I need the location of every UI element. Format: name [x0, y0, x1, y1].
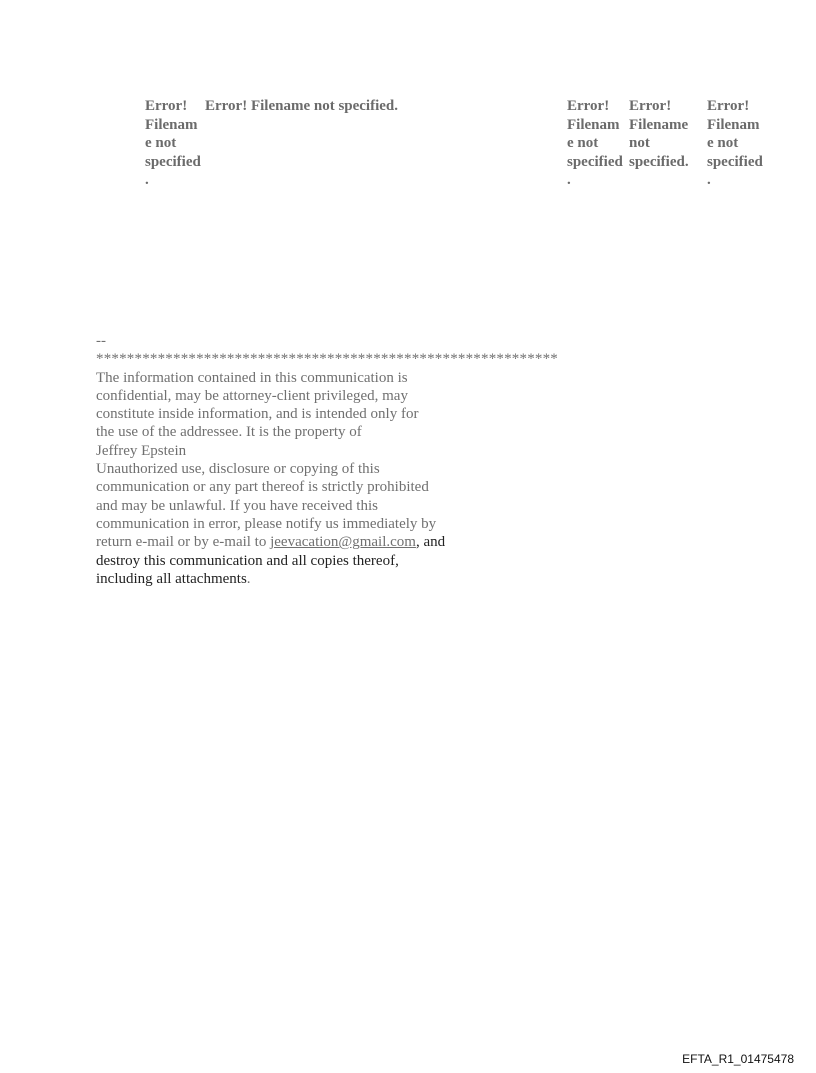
image-error-placeholder — [145, 97, 201, 190]
image-error-placeholder — [629, 97, 689, 171]
final-period: . — [246, 570, 251, 587]
disclaimer-line: communication or any part thereof is strictly prohibited — [96, 479, 429, 496]
error-text-line: Error! — [629, 98, 672, 114]
image-error-placeholder — [707, 97, 763, 190]
error-text-line: not — [629, 135, 650, 151]
disclaimer-line: and may be unlawful. If you have received this — [96, 497, 378, 514]
disclaimer-line-last — [96, 570, 616, 588]
error-text-line: e not — [567, 135, 599, 151]
disclaimer-line: destroy this communication and all copies thereof, — [96, 552, 399, 569]
return-prefix-text: return e-mail or by e-mail to — [96, 534, 271, 551]
error-text-line: Error! — [567, 98, 610, 114]
error-text-line: e not — [707, 135, 739, 151]
disclaimer-line: constitute inside information, and is intended only for — [96, 406, 419, 423]
disclaimer-line: Unauthorized use, disclosure or copying of this — [96, 461, 380, 478]
disclaimer-line-email — [96, 533, 616, 551]
error-text-line: Error! Filename not specified. — [205, 98, 399, 114]
image-error-placeholder — [205, 97, 398, 116]
error-text-line: . — [145, 172, 149, 188]
image-error-placeholder — [567, 97, 623, 190]
error-text-line: Filenam — [145, 116, 198, 133]
signature-separator: -- — [96, 333, 106, 349]
error-text-line: specified — [567, 153, 623, 170]
return-suffix-text: , and — [415, 534, 446, 551]
asterisk-divider: ************************************************************ — [96, 351, 558, 368]
error-text-line: . — [707, 172, 711, 188]
bates-number: EFTA_R1_01475478 — [682, 1052, 794, 1066]
error-text-line: . — [567, 172, 571, 188]
disclaimer-line: communication in error, please notify us immediately by — [96, 515, 437, 532]
error-text-line: specified. — [629, 153, 689, 170]
disclaimer-line: confidential, may be attorney-client privileged, may — [96, 387, 408, 404]
error-text-line: Filenam — [707, 116, 760, 133]
error-text-line: Error! — [145, 98, 188, 114]
error-text-line: specified — [707, 153, 763, 170]
attachments-text: including all attachments — [96, 570, 247, 587]
disclaimer-line: Jeffrey Epstein — [96, 442, 187, 459]
disclaimer-line: The information contained in this communication is — [96, 369, 408, 386]
email-link[interactable]: jeevacation@gmail.com — [270, 534, 416, 551]
disclaimer-line: the use of the addressee. It is the property of — [96, 424, 362, 441]
error-text-line: Error! — [707, 98, 750, 114]
confidentiality-footer — [96, 332, 616, 588]
error-text-line: Filenam — [567, 116, 620, 133]
error-text-line: Filename — [629, 116, 689, 133]
error-text-line: e not — [145, 135, 177, 151]
error-text-line: specified — [145, 153, 201, 170]
